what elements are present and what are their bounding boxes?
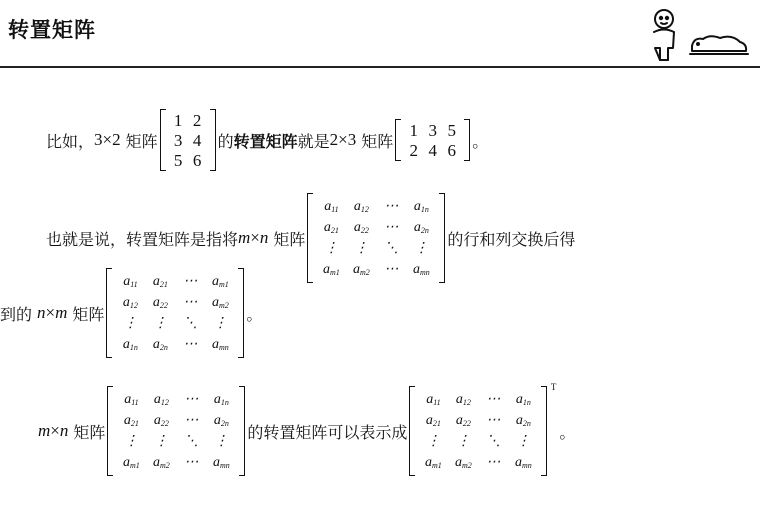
notation-text-matrix: 矩阵 (73, 422, 106, 442)
matrix-entry: ⋱ (486, 433, 501, 449)
matrix-entry: ⋯ (384, 198, 399, 214)
matrix-entry: ⋮ (324, 240, 339, 256)
matrix-entry: ⋯ (183, 336, 198, 352)
matrix-entry: $a_{22}$ (153, 412, 169, 428)
matrix-entry: ⋮ (354, 240, 369, 256)
matrix-entry: $a_{2n}$ (213, 412, 229, 428)
times-symbol: × (45, 303, 56, 322)
matrix-entry: $a_{22}$ (152, 294, 168, 310)
matrix-entry: $a_{12}$ (455, 391, 471, 407)
matrix-cell: 5 (447, 120, 457, 140)
matrix-entry: $a_{2n}$ (515, 412, 531, 428)
example-text-is: 就是 (297, 131, 330, 151)
matrix-entry: $a_{m2}$ (455, 454, 472, 470)
matrix-entry: $a_{mn}$ (213, 454, 230, 470)
continuation-text: 到的 (0, 304, 33, 324)
matrix-entry: $a_{m2}$ (153, 454, 170, 470)
page-title: 转置矩阵 (8, 18, 96, 42)
times-symbol: × (50, 421, 60, 440)
matrix-entry: $a_{mn}$ (515, 454, 532, 470)
matrix-entry: $a_{11}$ (426, 391, 441, 407)
matrix-entry: ⋮ (123, 315, 138, 331)
matrix-entry: $a_{m1}$ (425, 454, 442, 470)
matrix-entry: $a_{21}$ (152, 273, 168, 289)
matrix-cell: 6 (192, 150, 202, 170)
matrix-entry: ⋮ (516, 433, 531, 449)
matrix-entry: ⋮ (154, 433, 169, 449)
example-dimension-3x2: 3×2 (94, 130, 121, 149)
matrix-entry: $a_{11}$ (324, 198, 339, 214)
matrix-entry: $a_{m2}$ (353, 261, 370, 277)
example-line (46, 109, 488, 171)
var-m: m (38, 421, 51, 440)
continuation-text-period: 。 (246, 304, 263, 324)
matrix-cell: 5 (173, 150, 183, 170)
var-m: m (238, 228, 251, 247)
matrix-entry: $a_{1n}$ (213, 391, 229, 407)
matrix-entry: ⋱ (184, 433, 199, 449)
matrix-entry: $a_{12}$ (153, 391, 169, 407)
matrix-entry: $a_{2n}$ (152, 336, 168, 352)
example-text-of: 的 (217, 131, 234, 151)
matrix-entry: ⋮ (426, 433, 441, 449)
matrix-entry: $a_{1n}$ (515, 391, 531, 407)
definition-text: 也就是说，转置矩阵是指将 (46, 229, 239, 249)
matrix-entry: ⋯ (384, 219, 399, 235)
var-n: n (259, 228, 269, 247)
matrix-entry: $a_{m1}$ (123, 454, 140, 470)
matrix-cell: 4 (192, 130, 202, 150)
matrix-entry: $a_{12}$ (353, 198, 369, 214)
var-n: n (37, 303, 46, 322)
matrix-m-by-n (307, 193, 445, 283)
matrix-entry: ⋮ (456, 433, 471, 449)
matrix-entry: ⋯ (183, 273, 198, 289)
header-divider (0, 66, 760, 68)
matrix-entry: $a_{22}$ (353, 219, 369, 235)
matrix-entry: ⋮ (213, 315, 228, 331)
matrix-entry: $a_{22}$ (455, 412, 471, 428)
matrix-entry: ⋮ (214, 433, 229, 449)
matrix-entry: $a_{21}$ (323, 219, 339, 235)
matrix-cell: 6 (447, 140, 457, 160)
matrix-entry: ⋱ (183, 315, 198, 331)
matrix-entry: $a_{11}$ (124, 391, 139, 407)
matrix-entry: ⋯ (384, 261, 399, 277)
matrix-entry: $a_{21}$ (123, 412, 139, 428)
matrix-2x3 (395, 119, 470, 161)
matrix-cell: 3 (428, 120, 438, 140)
var-n: n (59, 421, 69, 440)
definition-text-matrix: 矩阵 (273, 229, 306, 249)
matrix-entry: ⋯ (486, 391, 501, 407)
matrix-entry: ⋮ (124, 433, 139, 449)
matrix-entry: $a_{1n}$ (413, 198, 429, 214)
var-m: m (55, 303, 68, 322)
matrix-entry: $a_{m1}$ (212, 273, 229, 289)
matrix-cell: 3 (173, 130, 183, 150)
matrix-entry: ⋯ (184, 454, 199, 470)
matrix-entry: ⋯ (183, 294, 198, 310)
matrix-entry: $a_{mn}$ (413, 261, 430, 277)
matrix-cell: 1 (409, 120, 419, 140)
matrix-entry: $a_{1n}$ (122, 336, 138, 352)
matrix-entry: ⋮ (414, 240, 429, 256)
matrix-entry: ⋯ (486, 412, 501, 428)
matrix-entry: $a_{mn}$ (212, 336, 229, 352)
matrix-cell: 4 (428, 140, 438, 160)
transpose-superscript: T (550, 382, 557, 392)
notation-text-period: 。 (559, 422, 576, 442)
notation-line (38, 382, 576, 476)
matrix-entry: ⋯ (184, 391, 199, 407)
matrix-entry: $a_{11}$ (123, 273, 138, 289)
times-symbol: × (250, 228, 260, 247)
matrix-entry: ⋯ (486, 454, 501, 470)
matrix-n-by-m (106, 268, 244, 358)
matrix-entry: ⋯ (184, 412, 199, 428)
definition-text-swap: 的行和列交换后得 (447, 229, 576, 249)
matrix-cell: 2 (409, 140, 419, 160)
matrix-entry: ⋱ (384, 240, 399, 256)
example-text-prefix: 比如， (46, 131, 95, 151)
matrix-entry: $a_{21}$ (425, 412, 441, 428)
matrix-3x2 (160, 109, 216, 171)
matrix-entry: ⋮ (153, 315, 168, 331)
continuation-text-matrix: 矩阵 (72, 304, 105, 324)
transpose-matrix-term: 转置矩阵 (233, 131, 298, 151)
matrix-entry: $a_{12}$ (122, 294, 138, 310)
thinking-person-and-sleeping-person-icon (640, 4, 752, 64)
notation-text: 的转置矩阵可以表示成 (247, 422, 408, 442)
matrix-entry: $a_{2n}$ (413, 219, 429, 235)
matrix-entry: $a_{m2}$ (212, 294, 229, 310)
matrix-m-by-n-original (107, 386, 245, 476)
example-text-matrix-2: 矩阵 (361, 131, 394, 151)
example-text-matrix: 矩阵 (125, 131, 158, 151)
matrix-m-by-n-transposed (409, 382, 557, 476)
example-text-period: 。 (472, 131, 489, 151)
definition-continuation-line (0, 268, 262, 358)
example-dimension-2x3: 2×3 (329, 130, 357, 149)
matrix-cell: 1 (173, 110, 183, 130)
matrix-cell: 2 (192, 110, 202, 130)
matrix-entry: $a_{m1}$ (323, 261, 340, 277)
